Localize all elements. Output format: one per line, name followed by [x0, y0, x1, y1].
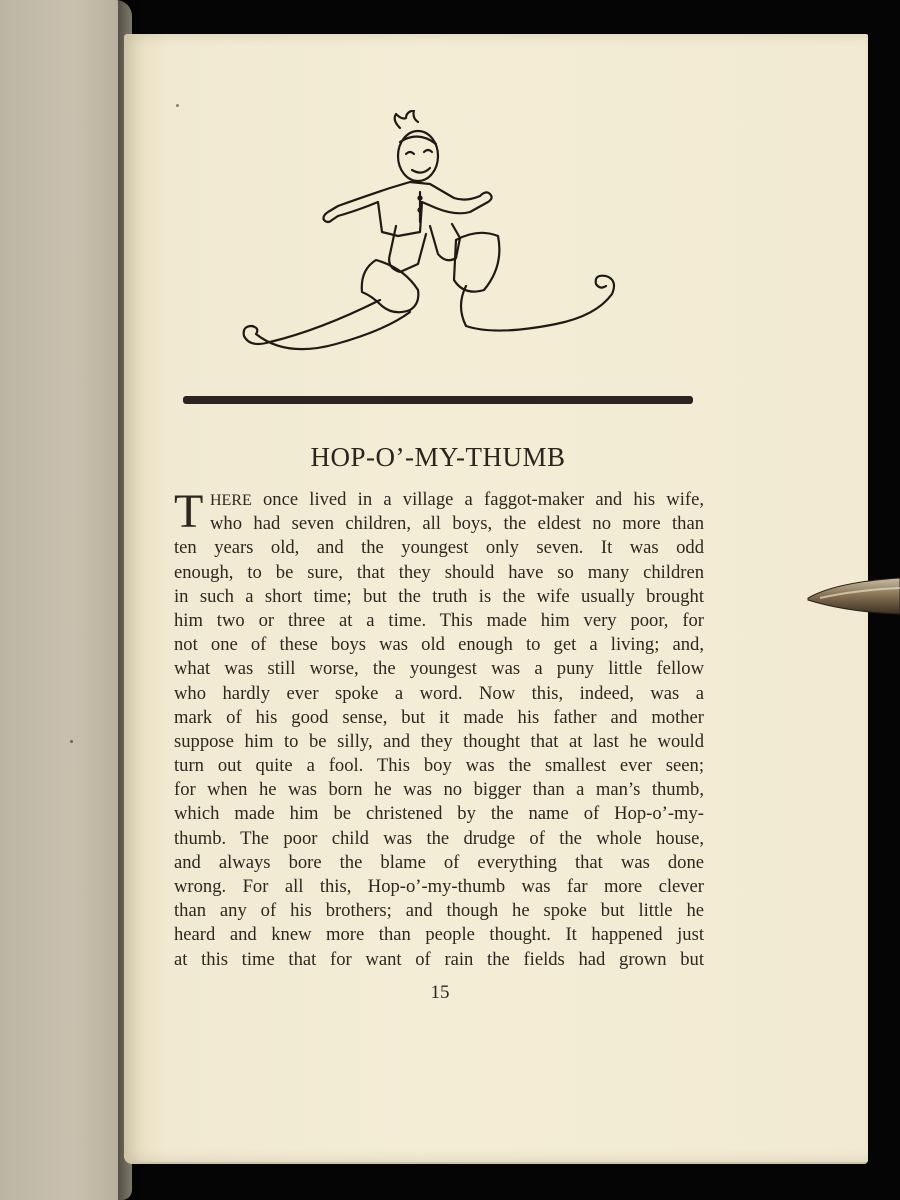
hop-o-my-thumb-illustration: [240, 110, 640, 400]
text-line: and always bore the blame of everything that was done: [174, 851, 704, 873]
text-line: ten years old, and the youngest only seven. It was odd: [174, 537, 704, 559]
body-text: [174, 485, 704, 972]
text-line: at this time that for want of rain the fields had grown but: [174, 948, 704, 970]
text-line: enough, to be sure, that they should have so many children: [174, 561, 704, 583]
facing-page: [0, 0, 132, 1200]
bookmark-ribbon: [806, 572, 900, 622]
page-number: 15: [430, 982, 450, 1003]
paper-speck: [176, 104, 179, 107]
text-line: in such a short time; but the truth is the wife usually brought: [174, 585, 704, 607]
text-line: for when he was born he was no bigger than a man’s thumb,: [174, 779, 704, 801]
paper-speck: [70, 740, 73, 743]
chapter-title: HOP-O’-MY-THUMB: [310, 442, 566, 472]
text-line: wrong. For all this, Hop-o’-my-thumb was far more clever: [174, 876, 704, 897]
line-text: once lived in a village a faggot-maker and his wife,: [251, 489, 704, 510]
text-line: thumb. The poor child was the drudge of the whole house,: [174, 827, 704, 849]
decorative-rule: [183, 396, 693, 404]
text-line: suppose him to be silly, and they thought that at last he would: [174, 730, 704, 752]
text-line: [174, 488, 704, 512]
text-line: who hardly ever spoke a word. Now this, indeed, was a: [174, 682, 704, 704]
text-line: who had seven children, all boys, the eldest no more than: [210, 513, 704, 535]
text-line: turn out quite a fool. This boy was the smallest ever seen;: [174, 755, 704, 777]
text-line: than any of his brothers; and though he spoke but little he: [174, 900, 704, 922]
text-line: not one of these boys was old enough to get a living; and,: [174, 634, 704, 656]
text-line: him two or three at a time. This made him very poor, for: [174, 609, 704, 631]
text-line: which made him be christened by the name of Hop-o’-my-: [174, 803, 704, 825]
first-word-rest: HERE: [210, 492, 252, 509]
drop-cap: T: [174, 485, 204, 538]
text-line: mark of his good sense, but it made his father and mother: [174, 706, 704, 728]
text-line: what was still worse, the youngest was a puny little fellow: [174, 658, 704, 680]
text-line: heard and knew more than people thought. It happened just: [174, 924, 704, 946]
